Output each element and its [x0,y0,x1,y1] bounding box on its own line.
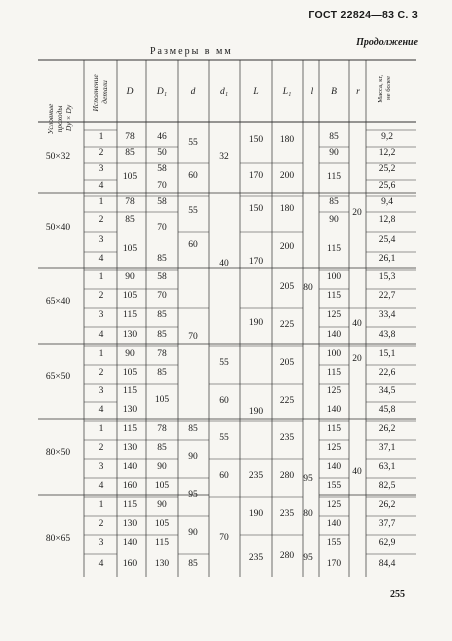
d-cell: 90 [188,528,198,538]
D1-cell: 58 [157,272,167,282]
L1-cell: 225 [279,396,295,406]
exec-cell: 2 [98,443,104,453]
D-cell: 78 [125,132,135,142]
exec-cell: 3 [98,235,104,245]
group-label: 65×40 [45,297,71,307]
L-cell: 190 [248,407,264,417]
B-cell: 85 [329,197,339,207]
d-cell: 90 [188,452,198,462]
mass-cell: 34,5 [378,386,396,396]
table-header [46,72,392,134]
d1-cell: 60 [219,471,229,481]
D-cell: 85 [125,215,135,225]
mass-cell: 84,4 [378,559,396,569]
d1-cell: 55 [219,433,229,443]
B-cell: 115 [327,424,341,434]
d-cell: 55 [188,138,198,148]
D1-cell: 58 [157,164,167,174]
group-label: 80×65 [45,534,71,544]
mass-cell: 26,1 [378,254,396,264]
exec-cell: 3 [98,164,104,174]
L1-cell: 205 [279,282,295,292]
B-column [327,132,342,569]
d1-cell: 70 [219,533,229,543]
D-cell: 105 [122,368,138,378]
D1-cell: 85 [157,368,167,378]
D-cell: 130 [122,330,138,340]
header-mass-2: не более [385,76,392,100]
exec-cell: 3 [98,386,104,396]
B-cell: 90 [329,215,339,225]
mass-cell: 25,4 [378,235,396,245]
r-cell: 20 [352,208,362,218]
svg-text:Исполнение детали [91,72,109,112]
L1-cell: 235 [279,509,295,519]
B-cell: 100 [326,349,342,359]
mass-cell: 22,6 [378,368,396,378]
d1-cell: 60 [219,396,229,406]
D1-cell: 115 [155,538,169,548]
header-mass-1: Масса, кг, [377,74,384,103]
exec-cell: 4 [98,330,104,340]
D-cell: 105 [122,244,138,254]
D1-cell: 46 [157,132,167,142]
D1-cell: 70 [157,223,167,233]
execution-column [99,132,104,569]
L1-cell: 235 [279,433,295,443]
D-cell: 160 [122,481,138,491]
mass-cell: 9,2 [381,132,393,142]
D1-column [155,132,170,569]
D-cell: 140 [122,538,138,548]
L-cell: 190 [248,509,264,519]
exec-cell: 4 [98,254,104,264]
page-number: 255 [390,589,405,600]
group-label: 80×50 [45,448,71,458]
exec-cell: 3 [98,538,104,548]
exec-cell: 1 [98,349,104,359]
header-conditional-3: Dу × Dу [64,104,73,132]
mass-cell: 63,1 [378,462,396,472]
table-caption: Размеры в мм [150,46,233,57]
mass-cell: 37,1 [378,443,396,453]
page-header: ГОСТ 22824—83 С. 3 [308,9,418,21]
B-cell: 115 [327,368,341,378]
exec-cell: 1 [98,197,104,207]
d-cell: 70 [188,332,198,342]
mass-cell: 82,5 [378,481,396,491]
D-cell: 160 [122,559,138,569]
d-cell: 85 [188,424,198,434]
mass-cell: 26,2 [378,500,396,510]
D1-cell: 58 [157,197,167,207]
B-cell: 155 [326,538,342,548]
D-cell: 130 [122,443,138,453]
D-cell: 130 [122,519,138,529]
L1-cell: 280 [279,471,295,481]
header-execution-1: Исполнение [91,74,100,112]
d1-cell: 32 [219,152,229,162]
exec-cell: 1 [98,132,104,142]
B-cell: 155 [326,481,342,491]
mass-cell: 12,2 [378,148,396,158]
d-cell: 55 [188,206,198,216]
D-cell: 115 [123,500,137,510]
L1-cell: 180 [279,204,295,214]
D1-cell: 85 [157,254,167,264]
L-cell: 170 [248,257,264,267]
B-cell: 140 [326,519,342,529]
B-cell: 125 [326,500,342,510]
D1-cell: 90 [157,500,167,510]
d-column [188,138,198,569]
header-execution-2: детали [100,80,109,104]
mass-cell: 15,1 [378,349,396,359]
header-L: L [253,87,259,97]
D1-cell: 105 [154,481,170,491]
D1-cell: 78 [157,349,167,359]
header-D1: D₁ [156,87,168,97]
header-l: l [310,87,314,97]
l-cell: 80 [303,509,313,519]
mass-cell: 22,7 [378,291,396,301]
D1-cell: 105 [154,519,170,529]
L1-cell: 180 [279,135,295,145]
D1-cell: 90 [157,462,167,472]
D-cell: 105 [122,172,138,182]
mass-cell: 12,8 [378,215,396,225]
L-column [249,135,264,563]
l-cell: 95 [303,474,313,484]
mass-cell: 62,9 [378,538,396,548]
B-cell: 125 [326,310,342,320]
mass-cell: 15,3 [378,272,396,282]
D-cell: 85 [125,148,135,158]
D-cell: 90 [125,272,135,282]
d1-cell: 40 [219,259,229,269]
L-cell: 235 [248,471,264,481]
header-r: r [356,87,360,97]
header-L1: L₁ [282,87,292,97]
D1-cell: 130 [154,559,170,569]
header-B: B [331,87,337,97]
d-cell: 60 [188,240,198,250]
L-cell: 150 [248,135,264,145]
D1-cell: 50 [157,148,167,158]
B-cell: 170 [326,559,342,569]
D1-cell: 105 [154,395,170,405]
d1-cell: 55 [219,358,229,368]
B-cell: 85 [329,132,339,142]
exec-cell: 4 [98,181,104,191]
group-label: 50×32 [45,152,71,162]
mass-cell: 43,8 [378,330,396,340]
exec-cell: 2 [98,291,104,301]
l-column [303,283,313,563]
D1-cell: 85 [157,330,167,340]
d1-column [219,152,229,543]
l-cell: 95 [303,553,313,563]
exec-cell: 2 [98,148,104,158]
mass-cell: 26,2 [378,424,396,434]
D-cell: 140 [122,462,138,472]
exec-cell: 3 [98,310,104,320]
header-D: D [126,87,134,97]
D1-cell: 85 [157,310,167,320]
header-conditional-1: Условные [46,103,55,135]
D-cell: 130 [122,405,138,415]
group-labels [46,152,71,544]
exec-cell: 1 [98,424,104,434]
L1-cell: 205 [279,358,295,368]
B-cell: 115 [327,291,341,301]
d-cell: 95 [188,490,198,500]
D-cell: 105 [122,291,138,301]
group-label: 50×40 [45,223,71,233]
mass-cell: 37,7 [378,519,396,529]
B-cell: 140 [326,462,342,472]
exec-cell: 2 [98,215,104,225]
mass-column [379,132,396,569]
group-label: 65×50 [45,372,71,382]
exec-cell: 4 [98,481,104,491]
exec-cell: 1 [98,272,104,282]
D1-cell: 70 [157,291,167,301]
B-cell: 125 [326,443,342,453]
continuation-label: Продолжение [356,37,418,48]
svg-text:Условные проходы D [46,102,73,134]
l-cell: 80 [303,283,313,293]
D-cell: 115 [123,386,137,396]
B-cell: 140 [326,330,342,340]
header-conditional-2: проходы [55,105,64,133]
D-cell: 90 [125,349,135,359]
exec-cell: 4 [98,405,104,415]
D1-cell: 70 [157,181,167,191]
exec-cell: 4 [98,559,104,569]
mass-cell: 9,4 [381,197,393,207]
svg-text:Масса, кг, не более [377,73,392,102]
B-cell: 115 [327,244,341,254]
mass-cell: 33,4 [378,310,396,320]
exec-cell: 3 [98,462,104,472]
D-cell: 78 [125,197,135,207]
L1-cell: 225 [279,320,295,330]
B-cell: 140 [326,405,342,415]
L-cell: 170 [248,171,264,181]
exec-cell: 2 [98,368,104,378]
B-cell: 115 [327,172,341,182]
exec-cell: 2 [98,519,104,529]
D-cell: 115 [123,310,137,320]
B-cell: 100 [326,272,342,282]
r-column [352,208,362,477]
mass-cell: 25,6 [378,181,396,191]
B-cell: 90 [329,148,339,158]
L1-cell: 200 [279,171,295,181]
exec-cell: 1 [98,500,104,510]
header-d1: d₁ [219,87,229,97]
B-cell: 125 [326,386,342,396]
L-cell: 235 [248,553,264,563]
d-cell: 60 [188,171,198,181]
r-cell: 40 [352,467,362,477]
L1-cell: 280 [279,551,295,561]
D1-cell: 78 [157,424,167,434]
d-cell: 85 [188,559,198,569]
r-cell: 20 [352,354,362,364]
D-column [123,132,138,569]
D1-cell: 85 [157,443,167,453]
L-cell: 190 [248,318,264,328]
L1-cell: 200 [279,242,295,252]
L-cell: 150 [248,204,264,214]
header-d: d [190,87,196,97]
D-cell: 115 [123,424,137,434]
mass-cell: 45,8 [378,405,396,415]
r-cell: 40 [352,319,362,329]
mass-cell: 25,2 [378,164,396,174]
